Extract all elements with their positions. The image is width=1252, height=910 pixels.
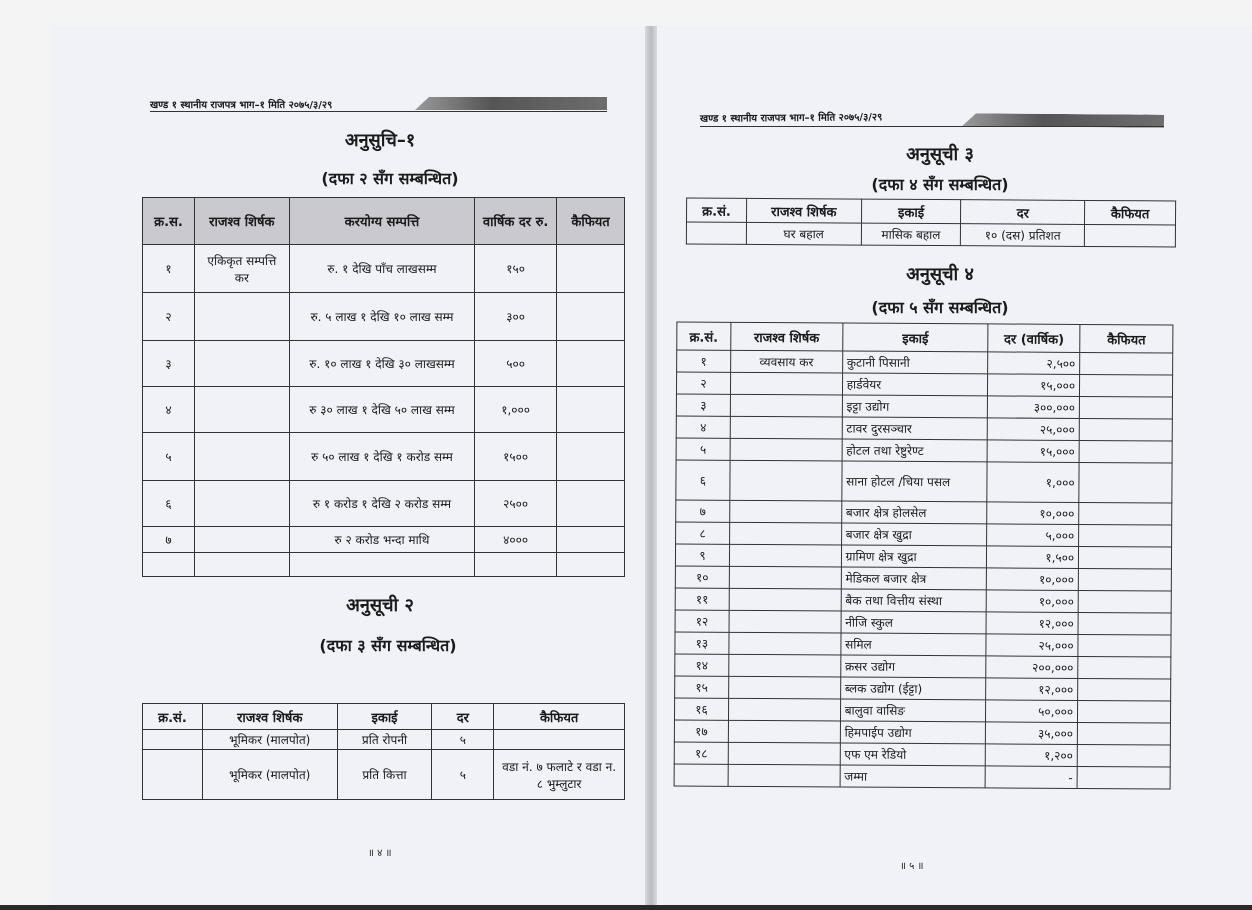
cell-remarks [1078,700,1171,723]
cell-serial: ३ [143,341,195,387]
table-row [675,544,1171,569]
table-row [143,341,625,387]
cell-description: मेडिकल बजार क्षेत्र [841,567,987,590]
cell-description: क्रसर उद्योग [840,655,986,678]
schedule3-header-row [686,198,1175,225]
cell-serial: १५ [675,676,729,698]
schedule2-title: अनुसूची २ [346,595,414,616]
cell-serial [686,222,746,244]
cell-rate: २००,००० [986,656,1078,679]
cell-rate: १,००० [475,387,557,433]
cell-remarks [1084,224,1175,247]
cell-description: बजार क्षेत्र खुद्रा [841,523,987,546]
cell-remarks [1078,678,1171,701]
cell-remarks [1079,396,1172,419]
col-header-unit: इकाई [861,199,961,224]
cell-description: रु ५० लाख १ देखि १ करोड सम्म [289,433,474,481]
cell-revenue-title: व्यवसाय कर [731,350,843,373]
cell-rate: २५०० [475,481,557,527]
cell-serial: ७ [143,527,195,553]
cell-revenue-title [729,610,841,633]
cell-description [289,553,474,577]
cell-revenue-title [728,720,840,743]
cell-remarks [1077,722,1170,745]
cell-revenue-title [728,764,840,787]
cell-revenue-title [729,654,841,677]
cell-revenue-title [194,293,289,341]
cell-revenue-title [194,433,289,481]
cell-revenue-title [730,394,842,417]
table-row [143,527,625,553]
cell-serial [143,730,203,750]
cell-rate: ३५,००० [986,722,1078,745]
schedule1-subtitle: (दफा २ सँग सम्बन्धित) [321,169,459,188]
cell-description: इट्टा उद्योग [842,395,988,418]
cell-revenue-title [730,500,842,523]
cell-description: नीजि स्कुल [841,611,987,634]
col-header-rate: दर [432,704,494,730]
cell-description: बजार क्षेत्र होलसेल [841,501,987,524]
cell-revenue-title [729,588,841,611]
scan-bottom-edge [0,905,1252,910]
cell-serial: ४ [676,416,730,438]
cell-rate: ५,००० [987,524,1079,547]
table-row [674,698,1170,723]
table-row [675,676,1171,701]
cell-description: रु २ करोड भन्दा माथि [289,527,474,553]
cell-remarks [557,433,625,481]
table-row [676,460,1172,503]
cell-description: जम्मा [840,765,986,788]
cell-remarks [1080,352,1173,375]
cell-serial: ६ [676,460,730,500]
cell-remarks [1077,744,1170,767]
cell-rate: १२,००० [986,678,1078,701]
cell-remarks [1078,634,1171,657]
cell-rate: ५०,००० [986,700,1078,723]
cell-rate: ४००० [475,527,557,553]
cell-rate: १,२०० [986,744,1078,767]
cell-serial: ९ [675,544,729,566]
cell-revenue-title [194,527,289,553]
cell-rate: २,५०० [988,352,1080,375]
col-header-revenue-title: राजश्व शिर्षक [746,198,861,223]
schedule4-header-row [677,322,1173,353]
cell-serial [143,750,203,800]
schedule4-subtitle: (दफा ५ सँग सम्बन्धित) [871,298,1009,317]
table-row [143,387,625,433]
table-row [675,566,1171,591]
cell-revenue-title [728,742,840,765]
cell-revenue-title: एकिकृत सम्पत्ति कर [194,245,289,293]
cell-remarks [557,553,625,577]
cell-rate: १५०० [475,433,557,481]
cell-serial: १७ [674,720,728,742]
cell-revenue-title [194,387,289,433]
cell-serial: ७ [676,500,730,522]
cell-remarks [1079,462,1172,503]
cell-serial: ४ [143,387,195,433]
table-row [676,438,1172,463]
cell-revenue-title [729,676,841,699]
col-header-rate: दर [961,200,1085,225]
schedule2-subtitle: (दफा ३ सँग सम्बन्धित) [319,636,457,655]
cell-rate: - [985,766,1077,789]
table-row [143,730,625,750]
book-gutter [645,26,657,910]
cell-serial: २ [676,372,730,394]
cell-revenue-title [729,566,841,589]
table-row [675,610,1171,635]
left-page-number: ॥ ४ ॥ [368,848,392,859]
schedule4-table [674,321,1174,789]
cell-description: रु. १ देखि पाँच लाखसम्म [289,245,474,293]
col-header-serial: क्र.सं. [677,322,731,350]
table-row [675,588,1171,613]
cell-serial: २ [143,293,195,341]
cell-remarks: वडा नं. ७ फलाटे र वडा न. ८ भुम्लुटार [494,750,625,800]
table-row [674,720,1170,745]
cell-revenue-title [729,544,841,567]
table-row [676,522,1172,547]
schedule2-table [142,703,625,800]
cell-serial [674,764,728,786]
schedule1-table [142,197,625,577]
cell-rate: ३०० [475,293,557,341]
cell-description: बालुवा वासिङ [840,699,986,722]
cell-serial: १ [143,245,195,293]
cell-serial: ६ [143,481,195,527]
cell-revenue-title [194,553,289,577]
schedule1-header-row [143,198,625,245]
cell-rate: १२,००० [986,612,1078,635]
cell-rate: १० (दस) प्रतिशत [961,224,1085,247]
cell-rate: १०,००० [987,568,1079,591]
cell-description: प्रति रोपनी [337,730,432,750]
cell-revenue-title [728,698,840,721]
cell-revenue-title [730,522,842,545]
cell-description: साना होटल /चिया पसल [842,461,988,502]
col-header-remarks: कैफियत [1085,200,1176,225]
cell-revenue-title: भूमिकर (मालपोत) [202,750,337,800]
cell-serial: ११ [675,588,729,610]
cell-remarks [1080,374,1173,397]
right-header-rule [700,126,1164,127]
cell-serial: ८ [676,522,730,544]
cell-description: एफ एम रेडियो [840,743,986,766]
cell-remarks [1077,766,1170,789]
right-page-number: ॥ ५ ॥ [900,861,924,872]
cell-description: समिल [841,633,987,656]
col-header-remarks: कैफियत [494,704,625,730]
table-row [677,350,1173,375]
cell-serial: १२ [675,610,729,632]
cell-remarks [557,387,625,433]
cell-serial: ५ [676,438,730,460]
cell-serial: ५ [143,433,195,481]
cell-serial: १३ [675,632,729,654]
cell-rate [475,553,557,577]
table-row [675,632,1171,657]
cell-revenue-title [730,372,842,395]
cell-rate: ५ [432,730,494,750]
table-row [676,372,1172,397]
col-header-serial: क्र.स. [143,198,195,245]
table-row [143,553,625,577]
table-row [686,222,1175,247]
cell-description: ब्लक उद्योग (ईट्टा) [840,677,986,700]
cell-remarks [1078,568,1171,591]
cell-rate: ३००,००० [988,396,1080,419]
cell-serial: ३ [676,394,730,416]
col-header-revenue-title: राजश्व शिर्षक [731,322,843,351]
cell-description: ग्रामिण क्षेत्र खुद्रा [841,545,987,568]
col-header-taxable-property: करयोग्य सम्पत्ति [289,198,474,245]
cell-serial: १ [677,350,731,372]
schedule3-title: अनुसूची ३ [906,144,974,165]
cell-serial: १४ [675,654,729,676]
cell-description: टावर दुरसञ्चार [842,417,988,440]
cell-description: रु ३० लाख १ देखि ५० लाख सम्म [289,387,474,433]
cell-revenue-title [729,632,841,655]
cell-serial: १८ [674,742,728,764]
col-header-revenue-title: राजश्व शिर्षक [194,198,289,245]
schedule3-table [686,198,1176,248]
table-row [676,394,1172,419]
cell-rate: १०,००० [987,502,1079,525]
table-row [675,654,1171,679]
left-header-bar [415,97,607,110]
cell-rate: १५,००० [988,374,1080,397]
cell-description: होटल तथा रेष्टुरेण्ट [842,439,988,462]
schedule4-title: अनुसूची ४ [906,264,974,285]
cell-revenue-title [730,460,842,501]
cell-rate: २५,००० [986,634,1078,657]
cell-remarks [557,245,625,293]
cell-description: हार्डवेयर [842,373,988,396]
cell-description: रु १ करोड १ देखि २ करोड सम्म [289,481,474,527]
left-running-header: खण्ड १ स्थानीय राजपत्र भाग–१ मिति २०७५/३/२९ [150,100,333,111]
col-header-serial: क्र.सं. [686,198,746,222]
schedule2-header-row [143,704,625,730]
cell-rate: १५० [475,245,557,293]
cell-remarks [1079,524,1172,547]
cell-serial: १० [675,566,729,588]
cell-description: कुटानी पिसानी [842,351,988,374]
cell-revenue-title [730,416,842,439]
col-header-revenue-title: राजश्व शिर्षक [202,704,337,730]
col-header-remarks: कैफियत [557,198,625,245]
table-row [143,481,625,527]
cell-rate: १,००० [987,462,1079,503]
table-row [143,245,625,293]
table-row [676,416,1172,441]
cell-remarks [557,341,625,387]
cell-remarks [1078,590,1171,613]
cell-rate: १५,००० [987,440,1079,463]
cell-revenue-title: भूमिकर (मालपोत) [202,730,337,750]
cell-description: हिमपाईप उद्योग [840,721,986,744]
cell-remarks [557,481,625,527]
cell-revenue-title [194,341,289,387]
col-header-annual-rate: वार्षिक दर रु. [475,198,557,245]
cell-description: बैक तथा वित्तीय संस्था [841,589,987,612]
cell-remarks [557,527,625,553]
cell-revenue-title [730,438,842,461]
col-header-remarks: कैफियत [1080,324,1173,353]
col-header-annual-rate: दर (वार्षिक) [988,324,1080,353]
schedule1-title: अनुसुचि–१ [344,130,416,151]
cell-rate: २५,००० [988,418,1080,441]
cell-remarks [557,293,625,341]
cell-serial: १६ [674,698,728,720]
col-header-serial: क्र.सं. [143,704,203,730]
cell-remarks [494,730,625,750]
table-row [676,500,1172,525]
schedule3-subtitle: (दफा ४ सँग सम्बन्धित) [871,175,1009,194]
table-row [143,750,625,800]
cell-remarks [1078,656,1171,679]
table-row [674,742,1170,767]
right-running-header: खण्ड १ स्थानीय राजपत्र भाग–१ मिति २०७५/३/२९ [699,112,883,125]
col-header-unit: इकाई [337,704,432,730]
cell-serial [143,553,195,577]
col-header-unit: इकाई [842,323,988,352]
cell-description: रु. ५ लाख १ देखि १० लाख सम्म [289,293,474,341]
cell-rate: ५०० [475,341,557,387]
cell-description: प्रति कित्ता [337,750,432,800]
cell-revenue-title [194,481,289,527]
cell-rate: ५ [432,750,494,800]
table-row [143,433,625,481]
table-row [143,293,625,341]
cell-remarks [1079,418,1172,441]
cell-description: रु. १० लाख १ देखि ३० लाखसम्म [289,341,474,387]
cell-revenue-title: घर बहाल [746,222,861,245]
cell-rate: १,५०० [987,546,1079,569]
cell-remarks [1079,502,1172,525]
cell-remarks [1079,440,1172,463]
cell-remarks [1078,612,1171,635]
cell-remarks [1079,546,1172,569]
table-row [674,764,1170,789]
left-header-rule [150,111,607,112]
cell-rate: १०,००० [986,590,1078,613]
cell-description: मासिक बहाल [861,223,961,246]
